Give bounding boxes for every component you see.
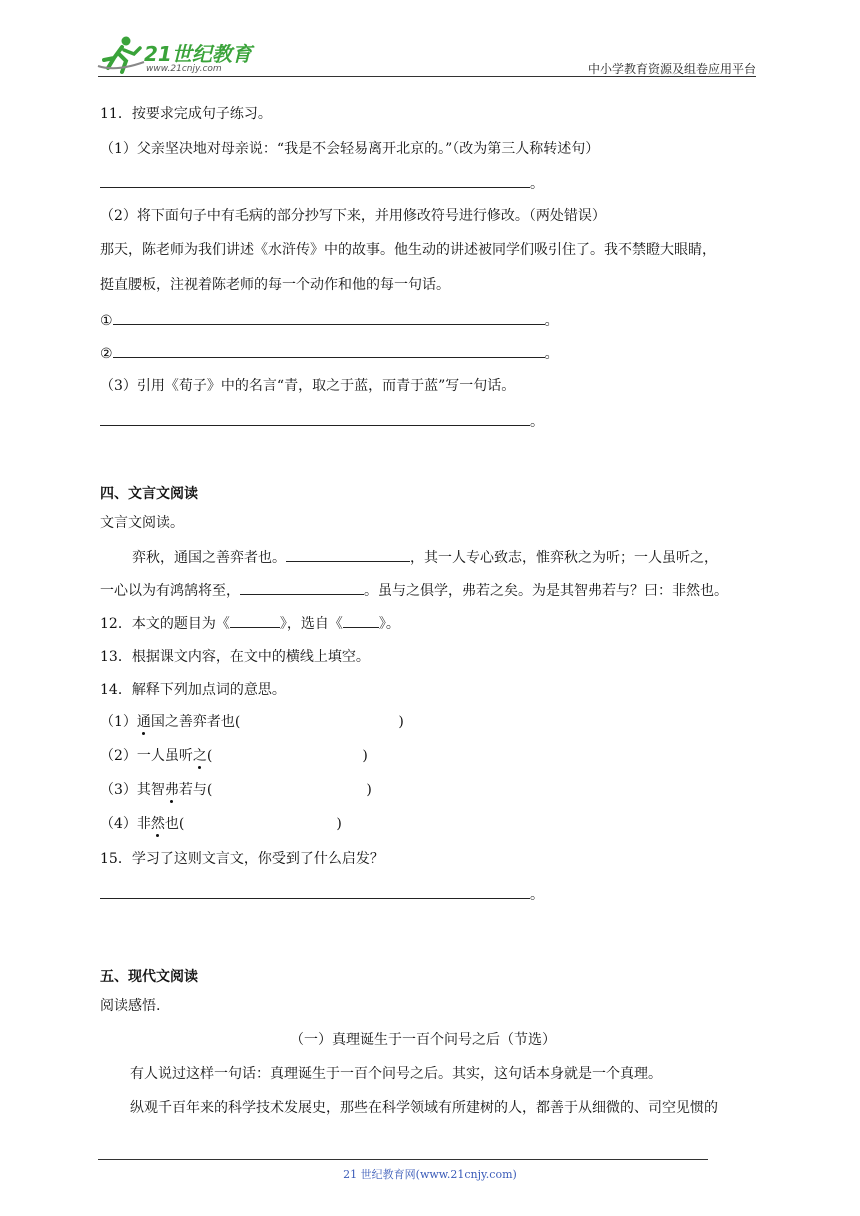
q15: 15．学习了这则文言文，你受到了什么启发？ <box>100 851 384 867</box>
logo <box>96 34 256 76</box>
section5-intro: 阅读感悟. <box>100 998 161 1014</box>
q11-part3: （3）引用《荀子》中的名言“青，取之于蓝，而青于蓝”写一句话。 <box>100 378 516 394</box>
q11-answer1 <box>100 173 544 194</box>
period: 。 <box>544 346 559 362</box>
dotted-word: 弗 <box>164 782 179 798</box>
dotted-word: 然 <box>150 816 165 832</box>
q15-answer <box>100 884 544 905</box>
logo-text: 21世纪教育 <box>144 42 252 66</box>
answer-blank[interactable] <box>184 814 336 828</box>
footer-divider <box>98 1159 708 1160</box>
q14-item2: （2）一人虽听之( ) <box>100 748 368 764</box>
classical-text-line2: 一心以为有鸿鹄将至， 。虽与之俱学，弗若之矣。为是其智弗若与？曰：非然也。 <box>100 580 728 601</box>
circled-number: ① <box>100 313 113 329</box>
section5-heading: 五、现代文阅读 <box>100 969 198 985</box>
q11-part2: （2）将下面句子中有毛病的部分抄写下来，并用修改符号进行修改。（两处错误） <box>100 208 606 224</box>
period: 。 <box>530 176 544 192</box>
period: 。 <box>530 887 544 903</box>
q14-item1: （1）通国之善弈者也( ) <box>100 714 404 730</box>
q14-item4: （4）非然也( ) <box>100 816 342 832</box>
answer-blank[interactable] <box>113 343 545 358</box>
dotted-word: 通 <box>136 714 151 730</box>
title-blank[interactable] <box>230 613 280 628</box>
platform-name: 中小学教育资源及组卷应用平台 <box>587 62 756 76</box>
answer-blank[interactable] <box>212 780 366 794</box>
q14: 14．解释下列加点词的意思。 <box>100 682 286 698</box>
q11-answer3 <box>100 411 544 432</box>
footer-text: 21 世纪教育网(www.21cnjy.com) <box>343 1168 517 1181</box>
q11-part1: （1）父亲坚决地对母亲说：“我是不会轻易离开北京的。”（改为第三人称转述句） <box>100 141 600 157</box>
answer-blank[interactable] <box>100 411 530 426</box>
period: 。 <box>544 313 559 329</box>
q13: 13．根据课文内容，在文中的横线上填空。 <box>100 649 370 665</box>
section4-heading: 四、文言文阅读 <box>100 486 198 502</box>
answer-blank[interactable] <box>100 884 530 899</box>
article-title: （一）真理诞生于一百个问号之后（节选） <box>290 1032 556 1048</box>
q12: 12．本文的题目为《 》，选自《 》。 <box>100 613 400 634</box>
dotted-word: 之 <box>192 748 207 764</box>
q11-title: 11．按要求完成句子练习。 <box>100 106 272 122</box>
logo-url: www.21cnjy.com <box>146 64 222 74</box>
answer-blank[interactable] <box>113 310 545 325</box>
period: 。 <box>530 414 544 430</box>
article-para2: 纵观千百年来的科学技术发展史，那些在科学领域有所建树的人，都善于从细微的、司空见惯的 <box>130 1100 718 1116</box>
source-blank[interactable] <box>343 613 379 628</box>
answer-blank[interactable] <box>212 746 362 760</box>
q11-answer-circ1 <box>100 310 559 331</box>
q11-passage-line2: 挺直腰板，注视着陈老师的每一个动作和他的每一句话。 <box>100 277 450 293</box>
runner-logo-icon <box>96 34 148 76</box>
fill-blank-1[interactable] <box>286 547 410 562</box>
section4-intro: 文言文阅读。 <box>100 515 184 531</box>
q11-passage-line1: 那天，陈老师为我们讲述《水浒传》中的故事。他生动的讲述被同学们吸引住了。我不禁瞪大眼睛， <box>100 242 716 258</box>
header-divider <box>98 76 756 77</box>
q14-item3: （3）其智弗若与( ) <box>100 782 372 798</box>
fill-blank-2[interactable] <box>240 580 364 595</box>
classical-text-line1: 弈秋，通国之善弈者也。 ，其一人专心致志，惟弈秋之为听；一人虽听之， <box>132 547 718 568</box>
circled-number: ② <box>100 346 113 362</box>
answer-blank[interactable] <box>240 712 398 726</box>
answer-blank[interactable] <box>100 173 530 188</box>
article-para1: 有人说过这样一句话：真理诞生于一百个问号之后。其实，这句话本身就是一个真理。 <box>130 1066 662 1082</box>
q11-answer-circ2 <box>100 343 559 364</box>
